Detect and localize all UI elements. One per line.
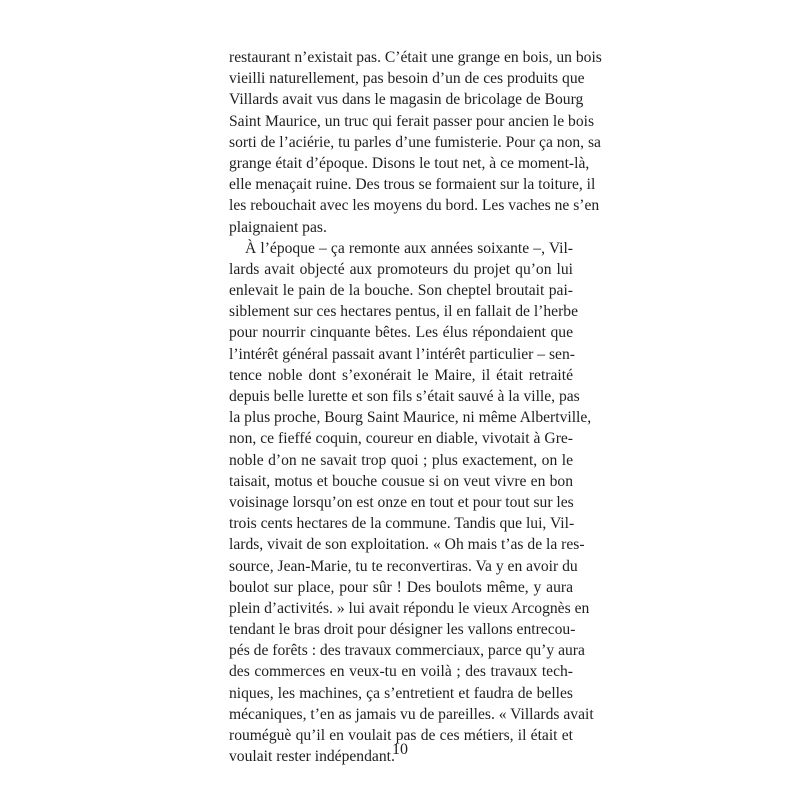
text-line: elle menaçait ruine. Des trous se formaient sur la toiture, il: [229, 176, 596, 194]
text-line: voulait rester indépendant.: [229, 748, 395, 766]
text-line: À l’époque – ça remonte aux années soixante –, Vil-: [245, 239, 573, 257]
text-line: restaurant n’existait pas. C’était une grange en bois, un bois: [229, 49, 602, 66]
text-line: non, ce fieffé coquin, coureur en diable, vivotait à Gre-: [229, 430, 573, 448]
text-line: l’intérêt général passait avant l’intérêt particulier – sen-: [229, 345, 575, 363]
text-line: rouméguè qu’il en voulait pas de ces métiers, il était et: [229, 727, 573, 744]
text-line: les rebouchait avec les moyens du bord. Les vaches ne s’en: [229, 197, 600, 215]
text-line: trois cents hectares de la commune. Tandis que lui, Vil-: [229, 515, 575, 533]
page-number: 10: [392, 741, 408, 758]
text-line: pés de forêts : des travaux commerciaux, parce qu’y aura: [229, 642, 585, 660]
text-line: depuis belle lurette et son fils s’était sauvé à la ville, pas: [229, 388, 580, 405]
text-line: mécaniques, t’en as jamais vu de pareilles. « Villards avait: [229, 705, 594, 723]
text-line: niques, les machines, ça s’entretient et faudra de belles: [229, 684, 573, 702]
text-line: lards, vivait de son exploitation. « Oh mais t’as de la res-: [229, 536, 585, 554]
text-line: taisait, motus et bouche cousue si on veut vivre en bon: [229, 472, 573, 490]
text-line: voisinage lorsqu’on est onze en tout et pour tout sur les: [229, 493, 574, 511]
text-line: source, Jean-Marie, tu te reconvertiras. Va y en avoir du: [229, 557, 578, 575]
text-line: sorti de l’aciérie, tu parles d’une fumisterie. Pour ça non, sa: [229, 133, 601, 151]
text-line: Saint Maurice, un truc qui ferait passer pour ancien le bois: [229, 112, 595, 130]
text-line: plein d’activités. » lui avait répondu le vieux Arcognès en: [229, 599, 590, 617]
text-line: noble d’on ne savait trop quoi ; plus exactement, on le: [229, 451, 573, 469]
text-line: la plus proche, Bourg Saint Maurice, ni même Albertville,: [229, 409, 592, 427]
text-line: Villards avait vus dans le magasin de bricolage de Bourg: [229, 91, 584, 109]
text-line: enlevait le pain de la bouche. Son cheptel broutait pai-: [229, 282, 573, 300]
text-line: plaignaient pas.: [229, 218, 327, 236]
text-line: boulot sur place, pour sûr ! Des boulots même, y aura: [229, 578, 573, 596]
text-line: tendant le bras droit pour désigner les vallons entrecou-: [229, 621, 576, 639]
text-line: pour nourrir cinquante bêtes. Les élus répondaient que: [229, 324, 573, 342]
text-line: siblement sur ces hectares pentus, il en fallait de l’herbe: [229, 303, 578, 321]
text-line: vieilli naturellement, pas besoin d’un de ces produits que: [229, 70, 585, 88]
text-line: lards avait objecté aux promoteurs du projet qu’on lui: [229, 260, 573, 278]
body-text: [229, 47, 602, 767]
text-line: grange était d’époque. Disons le tout net, à ce moment-là,: [229, 154, 590, 172]
text-line: des commerces en veux-tu en voilà ; des travaux tech-: [229, 663, 573, 681]
text-line: tence noble dont s’exonérait le Maire, il était retraité: [229, 366, 573, 384]
